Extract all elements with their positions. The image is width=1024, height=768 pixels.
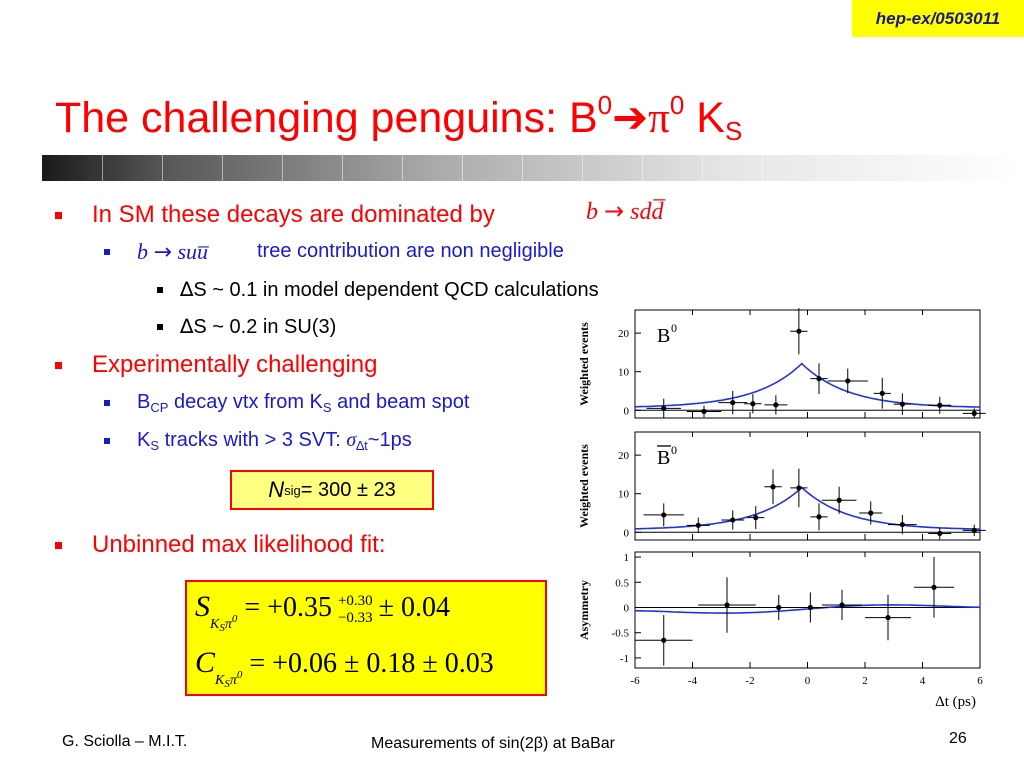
data-point <box>808 605 813 610</box>
formula-b-sdd: b → sdd̅ <box>586 197 664 225</box>
y-tick-label: 10 <box>618 488 629 501</box>
y-tick-label: 20 <box>618 450 629 463</box>
data-point <box>816 514 821 519</box>
bullet-text: $B_{CP}$ decay vtx from $K_S$ and beam spot <box>137 391 470 415</box>
data-point <box>900 402 905 407</box>
data-point <box>773 402 778 407</box>
fit-s-row: $S_{K_S\pi^0} = +0.35$ +0.30 −0.33 ± 0.04 <box>195 590 451 634</box>
fit-curve <box>635 605 980 613</box>
title-divider-bar <box>42 155 1024 181</box>
bullet-text: ∆S ~ 0.2 in SU(3) <box>180 314 337 338</box>
y-axis-label: Asymmetry <box>577 580 591 640</box>
bullet-text: Unbinned max likelihood fit: <box>92 531 386 558</box>
data-point <box>845 378 850 383</box>
data-point <box>750 401 755 406</box>
data-point <box>816 376 821 381</box>
title-sup-b: 0 <box>597 90 613 120</box>
data-point <box>661 406 666 411</box>
reference-text: hep-ex/0503011 <box>875 8 1001 28</box>
data-point <box>776 605 781 610</box>
data-point <box>972 411 977 416</box>
x-tick-label: -6 <box>630 675 640 687</box>
x-tick-label: -4 <box>687 675 698 687</box>
footer-author: G. Sciolla – M.I.T. <box>62 733 188 750</box>
panel-label: B <box>657 325 671 347</box>
data-point <box>937 531 942 536</box>
bullet-text: $K_S$ tracks with > 3 SVT: $\sigma_{\Delta t}\sim 1ps$ <box>137 429 412 453</box>
data-point <box>885 615 890 620</box>
data-point <box>837 498 842 503</box>
panel-label: B <box>657 447 671 469</box>
data-point <box>796 329 801 334</box>
nsig-value: = 300 ± 23 <box>300 478 396 501</box>
nsig-n: N <box>268 477 285 502</box>
page-number: 26 <box>949 730 967 747</box>
slide-title <box>55 92 742 144</box>
data-point <box>880 391 885 396</box>
bullet-text: ∆S ~ 0.1 in model dependent QCD calculations <box>180 277 599 301</box>
bullet-text: Experimentally challenging <box>92 351 378 378</box>
y-tick-label: -0.5 <box>611 627 629 640</box>
nsig-box <box>230 470 434 510</box>
panel-frame <box>635 552 980 668</box>
panel-label-sup: 0 <box>671 443 677 457</box>
title-sub-s: S <box>725 116 743 146</box>
x-tick-label: 0 <box>804 675 811 687</box>
panel-frame <box>635 432 980 540</box>
bullet-square-icon <box>104 249 110 255</box>
x-tick-label: -2 <box>745 675 755 687</box>
data-point <box>753 515 758 520</box>
y-tick-label: 0 <box>623 602 629 615</box>
y-tick-label: -1 <box>619 652 629 665</box>
bullet-text: tree contribution are non negligible <box>257 240 564 262</box>
y-axis-label: Weighted events <box>577 322 591 406</box>
y-tick-label: 0.5 <box>615 577 629 590</box>
dt-distribution-chart <box>560 300 1000 722</box>
panel-frame <box>635 310 980 418</box>
y-axis-label: Weighted events <box>577 444 591 528</box>
data-point <box>661 512 666 517</box>
data-point <box>730 517 735 522</box>
title-k: K <box>684 94 725 142</box>
data-point <box>730 400 735 405</box>
x-tick-label: 4 <box>919 675 926 687</box>
footer-title: Measurements of sin(2β) at BaBar <box>371 735 615 752</box>
x-axis-label: Δt (ps) <box>935 694 976 710</box>
title-sup-pi: 0 <box>669 90 685 120</box>
fit-curve <box>635 488 980 530</box>
nsig-sub: sig <box>284 482 301 498</box>
data-point <box>661 638 666 643</box>
bullet-square-icon <box>104 438 110 444</box>
y-tick-label: 1 <box>623 552 629 565</box>
title-pi: π <box>648 95 670 142</box>
data-point <box>931 585 936 590</box>
bullet-square-icon <box>157 324 163 330</box>
panel-label-sup: 0 <box>671 321 677 335</box>
data-point <box>796 485 801 490</box>
data-point <box>972 528 977 533</box>
data-point <box>937 403 942 408</box>
title-text: The challenging penguins: B <box>55 94 598 142</box>
y-tick-label: 0 <box>623 405 629 418</box>
fit-curve <box>635 364 980 408</box>
bullet-square-icon <box>157 287 163 293</box>
x-tick-label: 2 <box>862 675 868 687</box>
data-point <box>696 523 701 528</box>
bullet-square-icon <box>104 400 110 406</box>
arrow-icon: ➔ <box>612 93 649 143</box>
data-point <box>724 602 729 607</box>
fit-c-row: $C_{K_S\pi^0} = +0.06 \pm 0.18 \pm 0.03$ <box>195 646 494 690</box>
y-tick-label: 0 <box>623 527 629 540</box>
bullet-square-icon <box>55 212 62 219</box>
fit-result-box <box>185 580 547 696</box>
bullet-square-icon <box>55 542 62 549</box>
bullet-square-icon <box>55 362 62 369</box>
data-point <box>701 409 706 414</box>
x-tick-label: 6 <box>977 675 983 687</box>
y-tick-label: 10 <box>618 366 629 379</box>
reference-tag <box>852 0 1024 37</box>
y-tick-label: 20 <box>618 328 629 341</box>
data-point <box>868 510 873 515</box>
bullet-text: In SM these decays are dominated by <box>92 201 495 228</box>
data-point <box>900 522 905 527</box>
data-point <box>839 602 844 607</box>
formula-b-suu: b → suu̅ <box>137 239 208 265</box>
data-point <box>770 484 775 489</box>
